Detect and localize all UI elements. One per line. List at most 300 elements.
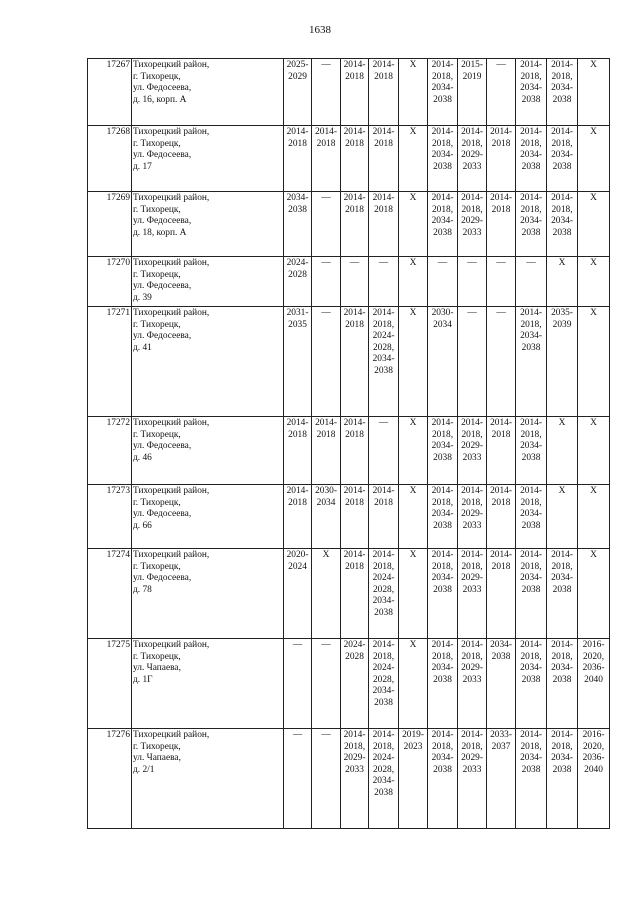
address-cell xyxy=(132,59,284,126)
period-value: 2024- xyxy=(372,753,395,764)
period-value: 2014- xyxy=(315,127,337,137)
period-value: 2018, xyxy=(551,71,573,82)
schedule-cell xyxy=(547,485,578,549)
schedule-cell xyxy=(341,549,369,639)
address-line: Тихорецкий район, xyxy=(133,308,210,318)
schedule-cell xyxy=(428,639,458,729)
schedule-cell xyxy=(458,549,487,639)
period-value: 2034- xyxy=(520,216,542,227)
period-value: 2018, xyxy=(520,497,542,508)
period-value: 2034 xyxy=(316,497,336,508)
period-value: 2038 xyxy=(521,94,541,105)
address-line: ул. Чапаева, xyxy=(133,663,181,674)
period-value: 2034- xyxy=(431,509,454,520)
address-line: ул. Федосеева, xyxy=(133,509,192,520)
schedule-cell xyxy=(487,549,516,639)
period-value: 2034- xyxy=(520,331,542,342)
schedule-cell xyxy=(428,192,458,257)
period-value: 2014- xyxy=(461,193,483,203)
schedule-cell xyxy=(458,417,487,485)
schedule-cell xyxy=(341,257,369,307)
schedule-cell xyxy=(341,192,369,257)
period-value: X xyxy=(590,550,597,560)
schedule-cell xyxy=(578,257,610,307)
schedule-cell xyxy=(458,59,487,126)
period-value: 2034- xyxy=(431,573,454,584)
period-value: 2034- xyxy=(372,354,395,365)
period-value: 2038 xyxy=(433,584,452,595)
period-value: 2034- xyxy=(551,753,573,764)
period-value: 2014- xyxy=(461,127,483,137)
table-row xyxy=(88,549,610,639)
period-value: 2025- xyxy=(286,60,309,70)
schedule-cell xyxy=(487,485,516,549)
schedule-cell xyxy=(369,257,399,307)
schedule-cell xyxy=(547,307,578,417)
address-cell xyxy=(132,307,284,417)
period-value: 2018 xyxy=(491,204,511,215)
period-value: 2024- xyxy=(372,663,395,674)
period-value: 2018 xyxy=(374,497,393,508)
period-value: 2014- xyxy=(520,127,542,137)
period-value: — xyxy=(496,258,506,268)
period-value: 2018 xyxy=(345,71,364,82)
schedule-cell xyxy=(578,729,610,829)
period-value: 2038 xyxy=(491,651,511,662)
period-value: 2034- xyxy=(520,663,542,674)
schedule-cell xyxy=(458,485,487,549)
period-value: 2018, xyxy=(372,561,395,572)
period-value: X xyxy=(409,258,417,268)
period-value: 2018 xyxy=(288,429,307,440)
period-value: 2034- xyxy=(520,150,542,161)
record-number: 17275 xyxy=(88,639,132,729)
address-line: ул. Федосеева, xyxy=(133,281,192,292)
period-value: 2028, xyxy=(372,764,395,775)
period-value: 2018 xyxy=(316,429,336,440)
period-value: 2036- xyxy=(582,753,605,764)
schedule-cell xyxy=(369,307,399,417)
period-value: X xyxy=(322,550,330,560)
schedule-cell xyxy=(284,192,312,257)
period-value: 2018, xyxy=(520,429,542,440)
schedule-cell xyxy=(312,257,341,307)
schedule-cell xyxy=(428,257,458,307)
period-value: 2014- xyxy=(490,550,512,560)
schedule-cell xyxy=(428,307,458,417)
period-value: 2016- xyxy=(582,730,605,740)
period-value: 2033 xyxy=(345,764,364,775)
period-value: 2038 xyxy=(433,520,452,531)
period-value: 2014- xyxy=(431,640,454,650)
period-value: 2018 xyxy=(374,71,393,82)
period-value: 2018, xyxy=(520,319,542,330)
period-value: 2029 xyxy=(288,71,307,82)
schedule-cell xyxy=(399,417,428,485)
address-line: г. Тихорецк, xyxy=(133,319,181,330)
period-value: 2034- xyxy=(551,663,573,674)
period-value: 2038 xyxy=(433,94,452,105)
period-value: 2038 xyxy=(521,227,541,238)
period-value: X xyxy=(590,193,597,203)
period-value: 2014- xyxy=(551,640,573,650)
period-value: X xyxy=(590,258,597,268)
address-line: ул. Федосеева, xyxy=(133,573,192,584)
schedule-cell xyxy=(312,639,341,729)
period-value: 2018, xyxy=(431,497,454,508)
period-value: — xyxy=(292,640,303,650)
period-value: — xyxy=(292,730,303,740)
period-value: 2034- xyxy=(431,83,454,94)
record-number: 17271 xyxy=(88,307,132,417)
period-value: X xyxy=(558,418,566,428)
schedule-cell xyxy=(341,729,369,829)
schedule-cell xyxy=(578,485,610,549)
period-value: 2023 xyxy=(403,741,423,752)
address-cell xyxy=(132,257,284,307)
period-value: 2038 xyxy=(433,161,452,172)
period-value: X xyxy=(409,418,417,428)
period-value: 2018 xyxy=(491,497,511,508)
period-value: 2038 xyxy=(521,161,541,172)
schedule-cell xyxy=(341,417,369,485)
period-value: 2028, xyxy=(372,674,395,685)
period-value: 2014- xyxy=(286,486,309,496)
schedule-cell xyxy=(284,257,312,307)
period-value: 2014- xyxy=(431,730,454,740)
period-value: 2020, xyxy=(582,651,605,662)
period-value: 2031- xyxy=(286,308,309,318)
period-value: 2024- xyxy=(343,640,366,650)
period-value: 2018, xyxy=(431,138,454,149)
schedule-cell xyxy=(399,549,428,639)
period-value: 2018, xyxy=(461,561,483,572)
address-line: ул. Федосеева, xyxy=(133,83,192,94)
period-value: 2033 xyxy=(462,520,482,531)
period-value: X xyxy=(409,486,417,496)
period-value: 2018, xyxy=(520,138,542,149)
schedule-cell xyxy=(312,307,341,417)
period-value: — xyxy=(321,730,331,740)
address-line: д. 16, корп. А xyxy=(133,94,187,105)
schedule-cell xyxy=(312,549,341,639)
table-row xyxy=(88,126,610,192)
address-line: д. 2/1 xyxy=(133,764,155,775)
schedule-cell xyxy=(458,639,487,729)
period-value: 2014- xyxy=(372,60,395,70)
address-line: ул. Федосеева, xyxy=(133,331,192,342)
period-value: — xyxy=(496,60,506,70)
period-value: 2034- xyxy=(551,150,573,161)
address-line: ул. Чапаева, xyxy=(133,753,181,764)
period-value: 2014- xyxy=(461,550,483,560)
period-value: 2014- xyxy=(286,418,309,428)
address-line: г. Тихорецк, xyxy=(133,497,181,508)
period-value: 2018 xyxy=(491,429,511,440)
period-value: 2033 xyxy=(462,227,482,238)
schedule-cell xyxy=(578,59,610,126)
period-value: 2014- xyxy=(520,550,542,560)
period-value: 2018, xyxy=(431,561,454,572)
schedule-cell xyxy=(578,639,610,729)
period-value: 2034- xyxy=(431,216,454,227)
period-value: 2018, xyxy=(520,561,542,572)
schedule-cell xyxy=(428,485,458,549)
period-value: 2033 xyxy=(462,764,482,775)
period-value: 2014- xyxy=(520,486,542,496)
schedule-cell xyxy=(399,257,428,307)
period-value: 2034- xyxy=(520,83,542,94)
address-line: г. Тихорецк, xyxy=(133,71,181,82)
period-value: 2018, xyxy=(461,497,483,508)
period-value: — xyxy=(321,193,331,203)
period-value: 2018 xyxy=(316,138,336,149)
period-value: 2014- xyxy=(431,418,454,428)
address-line: Тихорецкий район, xyxy=(133,258,210,268)
period-value: 2014- xyxy=(520,418,542,428)
period-value: 2024- xyxy=(286,258,309,268)
schedule-cell xyxy=(458,126,487,192)
period-value: 2014- xyxy=(431,550,454,560)
schedule-cell xyxy=(578,417,610,485)
period-value: 2014- xyxy=(372,640,395,650)
period-value: 2014- xyxy=(372,550,395,560)
period-value: — xyxy=(321,60,331,70)
schedule-cell xyxy=(487,639,516,729)
schedule-cell xyxy=(312,729,341,829)
period-value: 2038 xyxy=(552,764,572,775)
period-value: X xyxy=(409,193,417,203)
schedule-cell xyxy=(341,639,369,729)
record-number: 17267 xyxy=(88,59,132,126)
table-row xyxy=(88,417,610,485)
schedule-cell xyxy=(369,59,399,126)
address-line: г. Тихорецк, xyxy=(133,651,181,662)
address-cell xyxy=(132,126,284,192)
period-value: 2034- xyxy=(551,216,573,227)
period-value: 2038 xyxy=(433,452,452,463)
period-value: 2034- xyxy=(520,441,542,452)
period-value: 2018, xyxy=(431,651,454,662)
period-value: 2034- xyxy=(551,83,573,94)
period-value: 2014- xyxy=(286,127,309,137)
period-value: 2018, xyxy=(520,204,542,215)
period-value: 2014- xyxy=(343,60,366,70)
period-value: 2014- xyxy=(520,730,542,740)
schedule-cell xyxy=(516,59,547,126)
period-value: 2014- xyxy=(372,127,395,137)
period-value: 2020- xyxy=(286,550,309,560)
period-value: 2018, xyxy=(520,741,542,752)
period-value: 2018 xyxy=(345,429,364,440)
address-line: г. Тихорецк, xyxy=(133,561,181,572)
period-value: X xyxy=(409,308,417,318)
schedule-cell xyxy=(284,126,312,192)
period-value: 2018, xyxy=(372,741,395,752)
period-value: 2014- xyxy=(551,730,573,740)
schedule-table xyxy=(87,58,610,829)
address-line: Тихорецкий район, xyxy=(133,127,210,137)
period-value: 2034- xyxy=(551,573,573,584)
period-value: 2018, xyxy=(461,138,483,149)
schedule-cell xyxy=(341,485,369,549)
schedule-cell xyxy=(369,729,399,829)
period-value: 2028, xyxy=(372,584,395,595)
schedule-cell xyxy=(578,126,610,192)
period-value: 2014- xyxy=(315,418,337,428)
period-value: 2033 xyxy=(462,161,482,172)
period-value: 2018, xyxy=(431,71,454,82)
record-number: 17276 xyxy=(88,729,132,829)
period-value: 2034- xyxy=(520,573,542,584)
period-value: 2034 xyxy=(433,319,452,330)
schedule-cell xyxy=(341,59,369,126)
address-line: д. 46 xyxy=(133,452,152,463)
period-value: 2018 xyxy=(345,138,364,149)
period-value: X xyxy=(409,127,417,137)
table-row xyxy=(88,307,610,417)
schedule-cell xyxy=(487,729,516,829)
schedule-cell xyxy=(516,485,547,549)
period-value: 2038 xyxy=(374,697,393,708)
schedule-cell xyxy=(547,729,578,829)
address-line: г. Тихорецк, xyxy=(133,741,181,752)
period-value: 2040 xyxy=(584,674,603,685)
period-value: 2034- xyxy=(431,753,454,764)
period-value: 2018 xyxy=(288,138,307,149)
period-value: 2036- xyxy=(582,663,605,674)
schedule-cell xyxy=(284,417,312,485)
period-value: 2028 xyxy=(345,651,364,662)
schedule-cell xyxy=(284,307,312,417)
schedule-cell xyxy=(369,549,399,639)
period-value: — xyxy=(467,308,477,318)
period-value: 2029- xyxy=(461,509,483,520)
period-value: 2014- xyxy=(490,127,512,137)
period-value: 2034- xyxy=(490,640,512,650)
address-line: Тихорецкий район, xyxy=(133,730,210,740)
period-value: X xyxy=(409,640,417,650)
period-value: 2028, xyxy=(372,342,395,353)
period-value: 2018, xyxy=(343,741,366,752)
schedule-cell xyxy=(428,417,458,485)
period-value: 2014- xyxy=(490,193,512,203)
address-line: Тихорецкий район, xyxy=(133,418,210,428)
schedule-cell xyxy=(487,59,516,126)
period-value: 2029- xyxy=(461,150,483,161)
period-value: 2029- xyxy=(461,441,483,452)
schedule-cell xyxy=(547,257,578,307)
period-value: 2015- xyxy=(461,60,483,70)
address-line: г. Тихорецк, xyxy=(133,429,181,440)
period-value: 2014- xyxy=(431,193,454,203)
table-row xyxy=(88,729,610,829)
period-value: 2014- xyxy=(461,730,483,740)
period-value: 2014- xyxy=(343,550,366,560)
address-cell xyxy=(132,485,284,549)
period-value: 2034- xyxy=(431,663,454,674)
period-value: — xyxy=(496,308,506,318)
period-value: 2018 xyxy=(374,138,393,149)
period-value: 2014- xyxy=(431,486,454,496)
address-cell xyxy=(132,549,284,639)
record-number: 17274 xyxy=(88,549,132,639)
period-value: — xyxy=(321,308,331,318)
schedule-cell xyxy=(428,549,458,639)
page-number: 1638 xyxy=(309,24,331,36)
period-value: 2038 xyxy=(552,227,572,238)
schedule-cell xyxy=(487,307,516,417)
period-value: 2019- xyxy=(402,730,424,740)
period-value: 2014- xyxy=(343,418,366,428)
period-value: X xyxy=(409,60,417,70)
period-value: — xyxy=(437,258,448,268)
period-value: 2034- xyxy=(286,193,309,203)
address-cell xyxy=(132,729,284,829)
schedule-cell xyxy=(399,126,428,192)
table-row xyxy=(88,192,610,257)
period-value: 2014- xyxy=(551,193,573,203)
period-value: 2014- xyxy=(520,60,542,70)
period-value: 2029- xyxy=(461,573,483,584)
schedule-cell xyxy=(547,59,578,126)
period-value: 2034- xyxy=(431,441,454,452)
schedule-cell xyxy=(487,192,516,257)
period-value: 2014- xyxy=(461,640,483,650)
address-line: д. 41 xyxy=(133,342,152,353)
period-value: 2014- xyxy=(520,193,542,203)
record-number: 17272 xyxy=(88,417,132,485)
schedule-cell xyxy=(341,126,369,192)
schedule-cell xyxy=(369,485,399,549)
address-line: г. Тихорецк, xyxy=(133,204,181,215)
period-value: — xyxy=(378,418,389,428)
schedule-cell xyxy=(516,257,547,307)
period-value: 2038 xyxy=(521,452,541,463)
schedule-cell xyxy=(399,485,428,549)
period-value: 2033 xyxy=(462,584,482,595)
schedule-cell xyxy=(312,485,341,549)
schedule-cell xyxy=(458,729,487,829)
period-value: 2038 xyxy=(433,764,452,775)
period-value: 2014- xyxy=(431,127,454,137)
period-value: 2014- xyxy=(372,486,395,496)
schedule-cell xyxy=(458,257,487,307)
period-value: 2029- xyxy=(343,753,366,764)
period-value: 2038 xyxy=(374,365,393,376)
schedule-cell xyxy=(547,126,578,192)
period-value: 2039 xyxy=(552,319,572,330)
period-value: 2038 xyxy=(521,674,541,685)
period-value: 2014- xyxy=(551,550,573,560)
period-value: — xyxy=(467,258,477,268)
period-value: 2014- xyxy=(551,60,573,70)
period-value: 2034- xyxy=(372,596,395,607)
period-value: 2018, xyxy=(461,741,483,752)
period-value: 2018 xyxy=(345,204,364,215)
period-value: 2038 xyxy=(521,520,541,531)
schedule-cell xyxy=(369,126,399,192)
period-value: 2018, xyxy=(431,429,454,440)
schedule-cell xyxy=(312,59,341,126)
period-value: 2018 xyxy=(345,497,364,508)
period-value: X xyxy=(590,486,597,496)
address-line: д. 17 xyxy=(133,161,152,172)
period-value: 2018, xyxy=(551,651,573,662)
period-value: 2033 xyxy=(462,674,482,685)
address-line: д. 66 xyxy=(133,520,152,531)
schedule-cell xyxy=(284,549,312,639)
